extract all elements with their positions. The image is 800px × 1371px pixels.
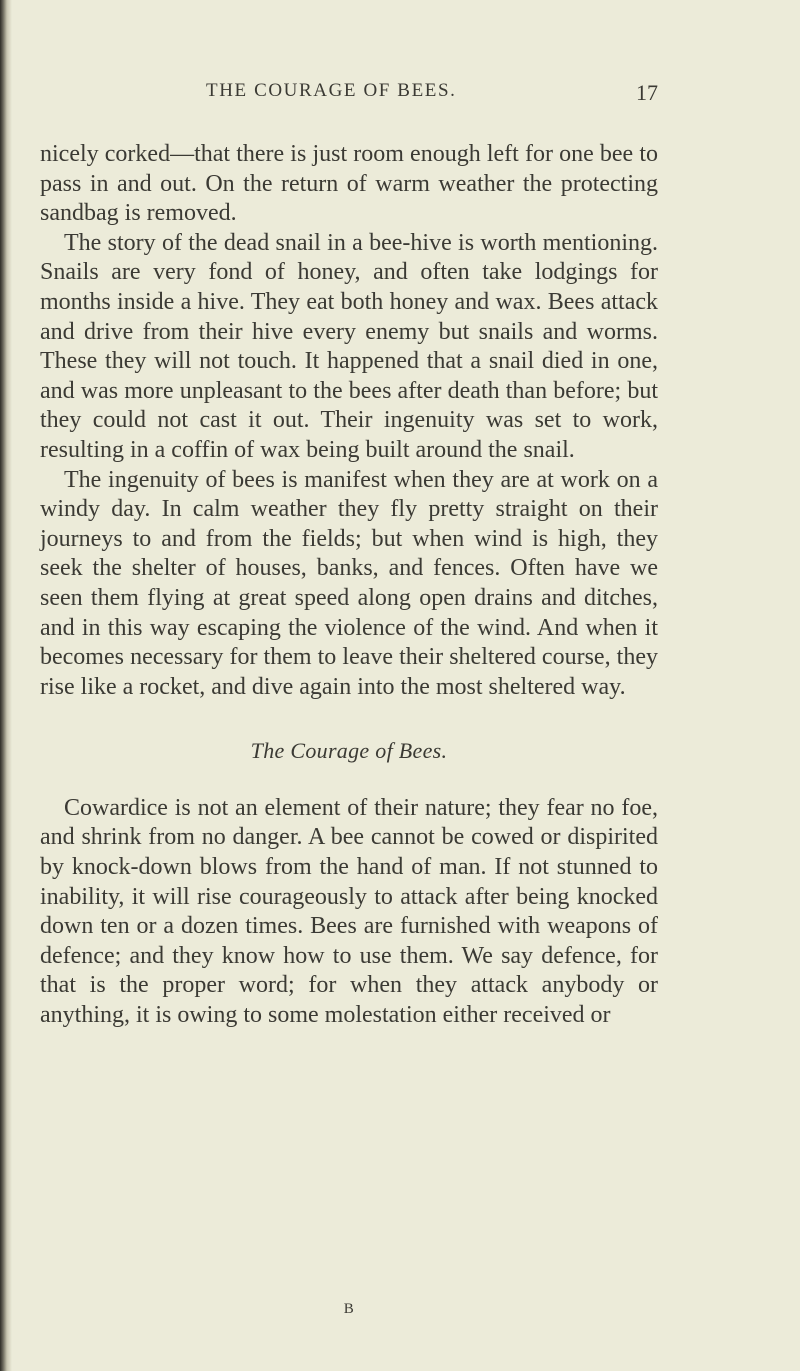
paragraph: nicely corked—that there is just room enough left for one bee to pass in and out. On the return of warm weather the protecting sandbag is removed. <box>40 141 658 227</box>
running-head <box>40 80 658 114</box>
binding-gutter <box>0 0 12 1371</box>
signature-mark: B <box>343 1301 355 1317</box>
paragraph: Cowardice is not an element of their nature; they fear no foe, and shrink from no danger. A bee cannot be cowed or dispirited by knock-down blows from the hand of man. If not stunned to inability, it will rise courageously to attack after being knocked down ten or a dozen times. Bees are furnished with weapons of defence; and they know how to use them. We say defence, for that is the proper word; for when they attack anybody or anything, it is owing to some molestation either received or <box>40 794 658 1029</box>
page-number: 17 <box>636 80 658 105</box>
section-heading: The Courage of Bees. <box>250 738 448 764</box>
paragraph: The story of the dead snail in a bee-hive is worth mentioning. Snails are very fond of honey, and often take lodgings for months inside a hive. They eat both honey and wax. Bees attack and drive from their hive every enemy but snails and worms. These they will not touch. It happened that a snail died in one, and was more unpleasant to the bees after death than before; but they could not cast it out. Their ingenuity was set to work, resulting in a coffin of wax being built around the snail. <box>40 229 658 463</box>
book-page <box>40 80 658 1317</box>
running-head-title: THE COURAGE OF BEES. <box>206 80 457 101</box>
paragraph: The ingenuity of bees is manifest when they are at work on a windy day. In calm weather they fly pretty straight on their journeys to and from the fields; but when wind is high, they seek the shelter of houses, banks, and fences. Often have we seen them flying at great speed along open drains and ditches, and in this way escaping the violence of the wind. And when it becomes necessary for them to leave their sheltered course, they rise like a rocket, and dive again into the most sheltered way. <box>40 466 658 700</box>
body-text <box>40 140 658 1031</box>
